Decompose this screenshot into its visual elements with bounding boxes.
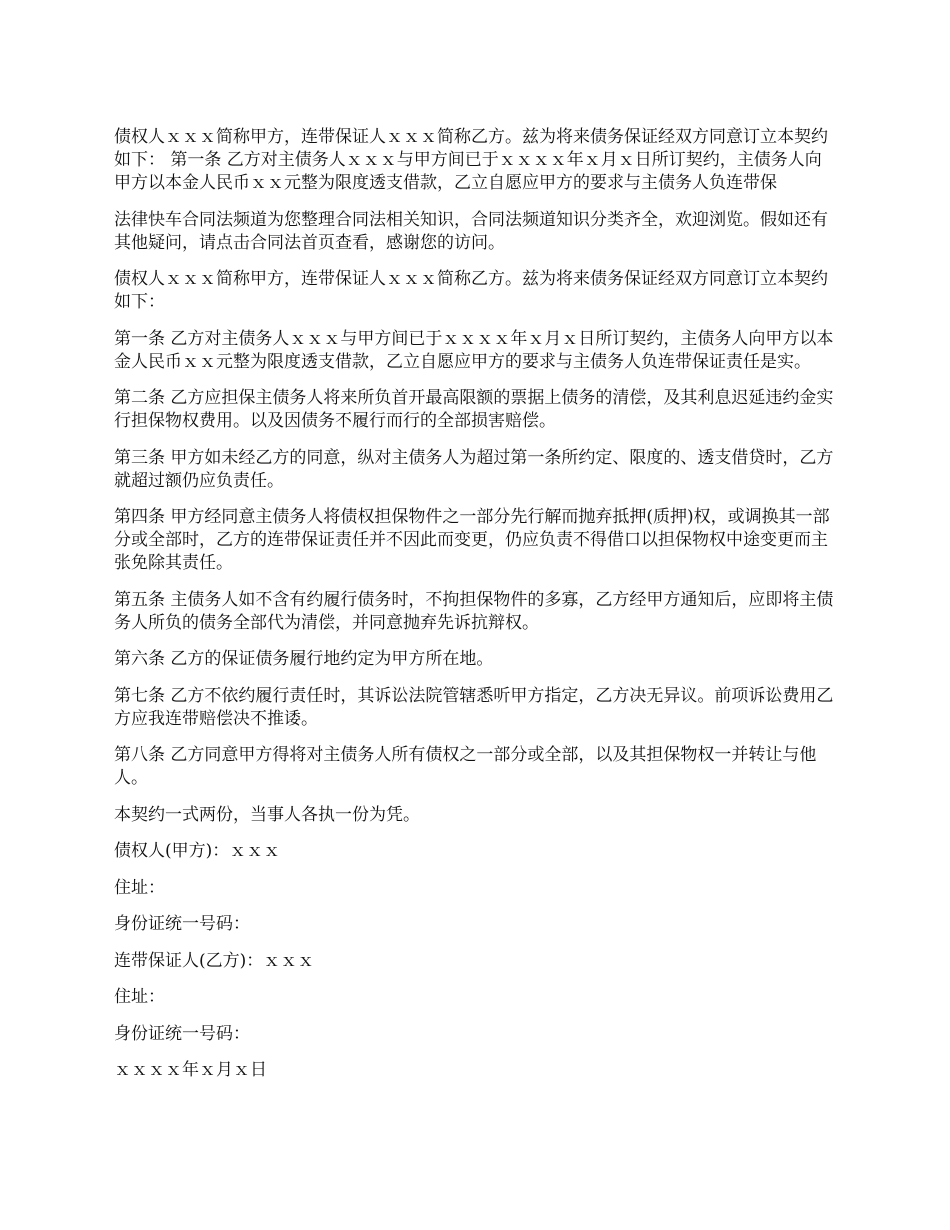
guarantor-address: 住址： — [114, 987, 165, 1007]
signing-date: ｘｘｘｘ年ｘ月ｘ日 — [114, 1060, 267, 1080]
preamble-paragraph: 债权人ｘｘｘ简称甲方，连带保证人ｘｘｘ简称乙方。兹为将来债务保证经双方同意订立本契约如下： — [114, 269, 828, 312]
article-1: 第一条 乙方对主债务人ｘｘｘ与甲方间已于ｘｘｘｘ年ｘ月ｘ日所订契约，主债务人向甲方以本金人民币ｘｘ元整为限度透支借款，乙立自愿应甲方的要求与主债务人负连带保证责任是实。 — [114, 328, 834, 372]
article-5: 第五条 主债务人如不含有约履行债务时，不拘担保物件的多寡，乙方经甲方通知后，应即将主债务人所负的债务全部代为清偿，并同意抛弃先诉抗辩权。 — [114, 589, 834, 633]
article-4: 第四条 甲方经同意主债务人将债权担保物件之一部分先行解而抛弃抵押(质押)权，或调换其一部分或全部时，乙方的连带保证责任并不因此而变更，仍应负责不得借口以担保物权中途变更而主张免除其责任。 — [114, 507, 830, 573]
article-8: 第八条 乙方同意甲方得将对主债务人所有债权之一部分或全部，以及其担保物权一并转让与他人。 — [114, 745, 817, 788]
article-6: 第六条 乙方的保证债务履行地约定为甲方所在地。 — [114, 649, 494, 669]
creditor-address: 住址： — [114, 877, 165, 898]
creditor-line: 债权人(甲方)：ｘｘｘ — [114, 841, 281, 861]
copies-clause: 本契约一式两份，当事人各执一份为凭。 — [114, 804, 420, 825]
article-7: 第七条 乙方不依约履行责任时，其诉讼法院管辖悉听甲方指定，乙方决无异议。前项诉讼费用乙方应我连带赔偿决不推诿。 — [114, 685, 834, 729]
intro-paragraph: 债权人ｘｘｘ简称甲方，连带保证人ｘｘｘ简称乙方。兹为将来债务保证经双方同意订立本契约如下： 第一条 乙方对主债务人ｘｘｘ与甲方间已于ｘｘｘｘ年ｘ月ｘ日所订契约，主债务人向甲方以本金人民币ｘｘ元整为限度透支借款，乙立自愿应甲方的要求与主债务人负连带保 — [114, 127, 828, 193]
article-3: 第三条 甲方如未经乙方的同意，纵对主债务人为超过第一条所约定、限度的、透支借贷时，乙方就超过额仍应负责任。 — [114, 447, 834, 491]
site-notice-paragraph: 法律快车合同法频道为您整理合同法相关知识，合同法频道知识分类齐全，欢迎浏览。假如还有其他疑问，请点击合同法首页查看，感谢您的访问。 — [114, 209, 828, 253]
document-body — [114, 126, 838, 1096]
creditor-id-number: 身份证统一号码： — [114, 914, 250, 934]
article-2: 第二条 乙方应担保主债务人将来所负首开最高限额的票据上债务的清偿，及其利息迟延违约金实行担保物权费用。以及因债务不履行而行的全部损害赔偿。 — [114, 388, 834, 431]
guarantor-id-number: 身份证统一号码： — [114, 1023, 250, 1044]
guarantor-line: 连带保证人(乙方)：ｘｘｘ — [114, 950, 315, 971]
